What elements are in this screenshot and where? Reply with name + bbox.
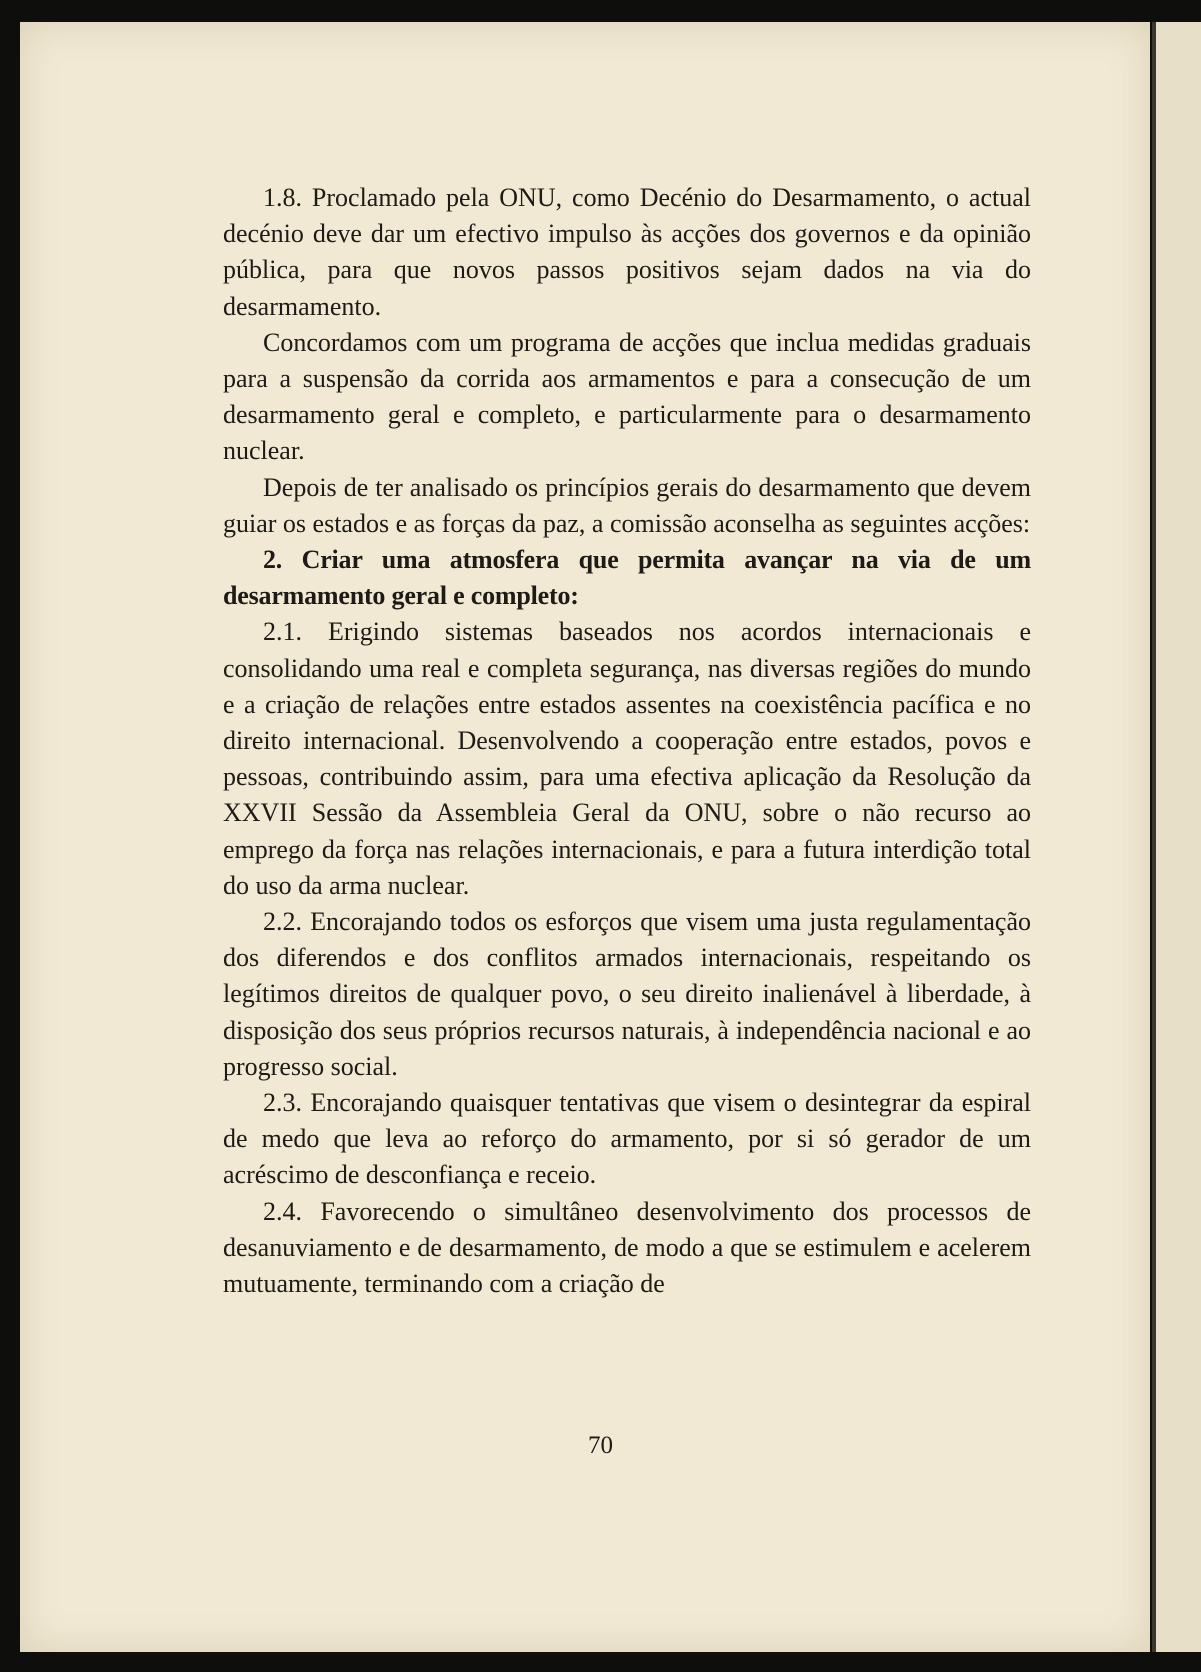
paragraph-programa: Concordamos com um programa de acções que inclua medidas graduais para a suspensão da corrida aos armamentos e para a consecução de um desarmamento geral e completo, e particularmente para o desarmamento nuclear.: [223, 327, 1031, 466]
facing-page-edge: [1156, 22, 1201, 1652]
paragraph-2-1: 2.1. Erigindo sistemas baseados nos acordos internacionais e consolidando uma real e completa segurança, nas diversas regiões do mundo e a criação de relações entre estados assentes na coexistência pacífica e no direito internacional. Desenvolvendo a cooperação entre estados, povos e pessoas, contribuindo assim, para uma efectiva aplicação da Resolução da XXVII Sessão da Assembleia Geral da ONU, sobre o não recurso ao emprego da força nas relações internacionais, e para a futura interdição total do uso da arma nuclear.: [223, 617, 1031, 900]
section-heading-2: 2. Criar uma atmosfera que permita avançar na via de um desarmamento geral e completo:: [223, 545, 1031, 611]
paragraph-2-2: 2.2. Encorajando todos os esforços que visem uma justa regulamentação dos diferendos e dos conflitos armados internacionais, respeitando os legítimos direitos de qualquer povo, o seu direito inalienável à liberdade, à disposição dos seus próprios recursos naturais, à independência nacional e ao progresso social.: [223, 907, 1031, 1081]
body-text: [223, 180, 1031, 1302]
paragraph-principios: Depois de ter analisado os princípios gerais do desarmamento que devem guiar os estados e as forças da paz, a comissão aconselha as seguintes acções:: [223, 472, 1031, 538]
paragraph-2-3: 2.3. Encorajando quaisquer tentativas que visem o desintegrar da espiral de medo que leva ao reforço do armamento, por si só gerador de um acréscimo de desconfiança e receio.: [223, 1088, 1031, 1190]
page-number: 70: [588, 1432, 613, 1459]
paragraph-1-8: 1.8. Proclamado pela ONU, como Decénio do Desarmamento, o actual decénio deve dar um efectivo impulso às acções dos governos e da opinião pública, para que novos passos positivos sejam dados na via do desarmamento.: [223, 183, 1031, 321]
paragraph-2-4: 2.4. Favorecendo o simultâneo desenvolvimento dos processos de desanuviamento e de desarmamento, de modo a que se estimulem e acelerem mutuamente, terminando com a criação de: [223, 1196, 1031, 1299]
